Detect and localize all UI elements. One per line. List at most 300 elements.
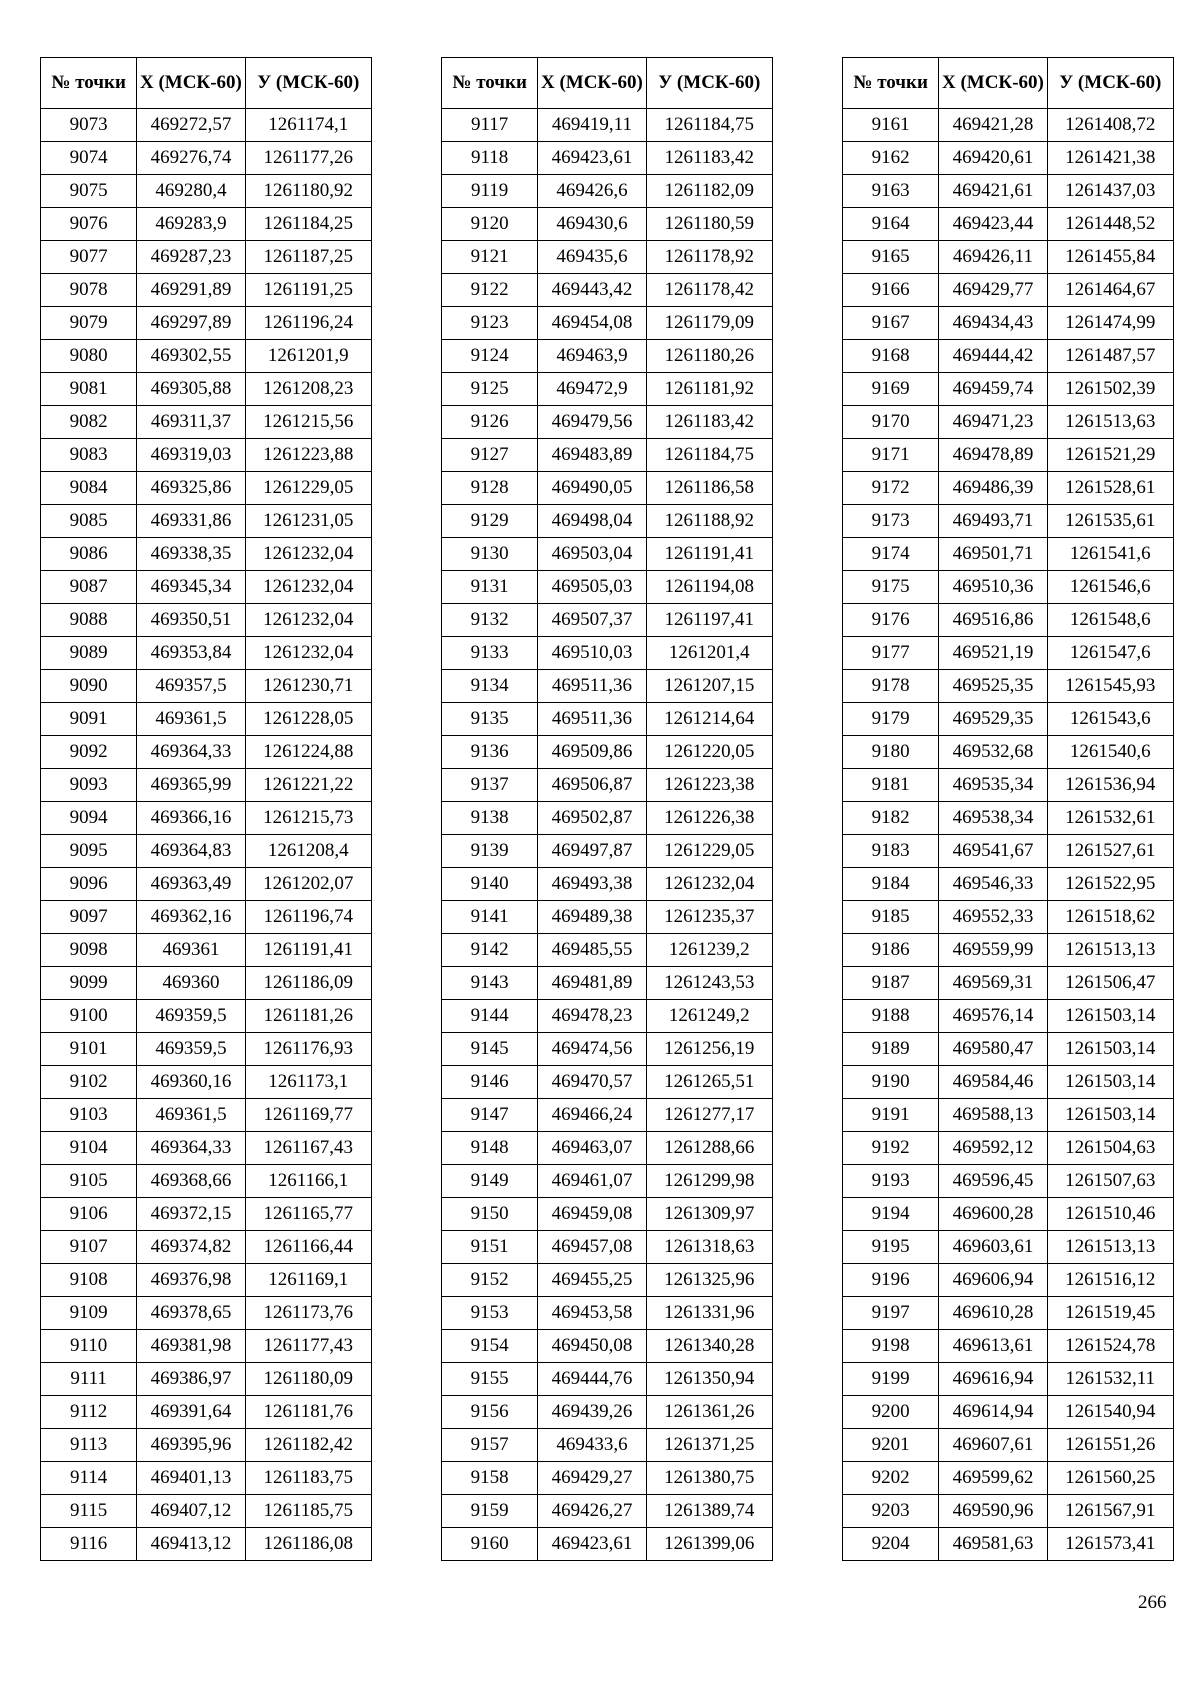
table-row (843, 1033, 1174, 1066)
cell-x-coordinate: 469376,98 (137, 1264, 245, 1297)
table-row (41, 1429, 372, 1462)
cell-point-number: 9100 (41, 1000, 137, 1033)
table-header-row (41, 58, 372, 109)
cell-x-coordinate: 469430,6 (538, 208, 646, 241)
table-row (442, 637, 773, 670)
cell-x-coordinate: 469521,19 (939, 637, 1047, 670)
cell-x-coordinate: 469463,07 (538, 1132, 646, 1165)
table-row (442, 1462, 773, 1495)
table-row (843, 1165, 1174, 1198)
cell-y-coordinate: 1261184,75 (646, 439, 772, 472)
cell-point-number: 9189 (843, 1033, 939, 1066)
cell-x-coordinate: 469493,71 (939, 505, 1047, 538)
cell-y-coordinate: 1261503,14 (1047, 1066, 1173, 1099)
table-row (41, 901, 372, 934)
cell-y-coordinate: 1261180,09 (245, 1363, 371, 1396)
cell-x-coordinate: 469552,33 (939, 901, 1047, 934)
table-row (442, 703, 773, 736)
cell-point-number: 9119 (442, 175, 538, 208)
table-row (843, 703, 1174, 736)
cell-y-coordinate: 1261518,62 (1047, 901, 1173, 934)
cell-point-number: 9115 (41, 1495, 137, 1528)
table-row (41, 1066, 372, 1099)
cell-x-coordinate: 469486,39 (939, 472, 1047, 505)
cell-x-coordinate: 469363,49 (137, 868, 245, 901)
cell-y-coordinate: 1261187,25 (245, 241, 371, 274)
cell-y-coordinate: 1261207,15 (646, 670, 772, 703)
cell-point-number: 9143 (442, 967, 538, 1000)
cell-y-coordinate: 1261331,96 (646, 1297, 772, 1330)
table-row (41, 571, 372, 604)
table-body (442, 109, 773, 1561)
cell-point-number: 9105 (41, 1165, 137, 1198)
cell-y-coordinate: 1261169,1 (245, 1264, 371, 1297)
cell-y-coordinate: 1261201,9 (245, 340, 371, 373)
cell-y-coordinate: 1261543,6 (1047, 703, 1173, 736)
table-row (843, 571, 1174, 604)
cell-x-coordinate: 469378,65 (137, 1297, 245, 1330)
cell-x-coordinate: 469616,94 (939, 1363, 1047, 1396)
cell-x-coordinate: 469455,25 (538, 1264, 646, 1297)
cell-x-coordinate: 469374,82 (137, 1231, 245, 1264)
cell-y-coordinate: 1261185,75 (245, 1495, 371, 1528)
cell-x-coordinate: 469506,87 (538, 769, 646, 802)
cell-y-coordinate: 1261220,05 (646, 736, 772, 769)
table-row (41, 703, 372, 736)
cell-y-coordinate: 1261178,42 (646, 274, 772, 307)
cell-point-number: 9076 (41, 208, 137, 241)
table-row (41, 1264, 372, 1297)
table-row (41, 1495, 372, 1528)
cell-y-coordinate: 1261503,14 (1047, 1099, 1173, 1132)
table-row (41, 1000, 372, 1033)
cell-y-coordinate: 1261288,66 (646, 1132, 772, 1165)
cell-x-coordinate: 469357,5 (137, 670, 245, 703)
cell-y-coordinate: 1261535,61 (1047, 505, 1173, 538)
cell-y-coordinate: 1261239,2 (646, 934, 772, 967)
header-y-coordinate: У (МСК-60) (245, 58, 371, 109)
cell-y-coordinate: 1261408,72 (1047, 109, 1173, 142)
cell-x-coordinate: 469368,66 (137, 1165, 245, 1198)
cell-y-coordinate: 1261183,42 (646, 406, 772, 439)
cell-point-number: 9146 (442, 1066, 538, 1099)
page-number: 266 (1138, 1592, 1167, 1613)
cell-y-coordinate: 1261232,04 (245, 538, 371, 571)
header-y-coordinate: У (МСК-60) (1047, 58, 1173, 109)
cell-point-number: 9150 (442, 1198, 538, 1231)
cell-y-coordinate: 1261232,04 (646, 868, 772, 901)
cell-point-number: 9136 (442, 736, 538, 769)
cell-x-coordinate: 469439,26 (538, 1396, 646, 1429)
cell-y-coordinate: 1261507,63 (1047, 1165, 1173, 1198)
cell-x-coordinate: 469481,89 (538, 967, 646, 1000)
cell-point-number: 9130 (442, 538, 538, 571)
table-row (442, 538, 773, 571)
cell-x-coordinate: 469287,23 (137, 241, 245, 274)
table-row (41, 1528, 372, 1561)
cell-point-number: 9081 (41, 373, 137, 406)
cell-point-number: 9173 (843, 505, 939, 538)
table-row (843, 1231, 1174, 1264)
table-row (843, 307, 1174, 340)
table-row (41, 307, 372, 340)
cell-y-coordinate: 1261540,6 (1047, 736, 1173, 769)
cell-point-number: 9111 (41, 1363, 137, 1396)
cell-point-number: 9075 (41, 175, 137, 208)
table-row (843, 1396, 1174, 1429)
cell-x-coordinate: 469426,6 (538, 175, 646, 208)
cell-x-coordinate: 469280,4 (137, 175, 245, 208)
cell-y-coordinate: 1261221,22 (245, 769, 371, 802)
cell-y-coordinate: 1261516,12 (1047, 1264, 1173, 1297)
table-row (843, 835, 1174, 868)
cell-x-coordinate: 469361 (137, 934, 245, 967)
cell-y-coordinate: 1261169,77 (245, 1099, 371, 1132)
cell-point-number: 9193 (843, 1165, 939, 1198)
cell-point-number: 9160 (442, 1528, 538, 1561)
cell-y-coordinate: 1261573,41 (1047, 1528, 1173, 1561)
cell-y-coordinate: 1261181,92 (646, 373, 772, 406)
header-x-coordinate: X (МСК-60) (939, 58, 1047, 109)
cell-x-coordinate: 469423,61 (538, 1528, 646, 1561)
table-row (442, 208, 773, 241)
cell-x-coordinate: 469588,13 (939, 1099, 1047, 1132)
table-row (41, 1165, 372, 1198)
cell-x-coordinate: 469485,55 (538, 934, 646, 967)
table-row (442, 670, 773, 703)
table-row (843, 637, 1174, 670)
cell-y-coordinate: 1261179,09 (646, 307, 772, 340)
table-row (442, 373, 773, 406)
cell-point-number: 9199 (843, 1363, 939, 1396)
table-row (41, 208, 372, 241)
cell-y-coordinate: 1261186,08 (245, 1528, 371, 1561)
cell-x-coordinate: 469272,57 (137, 109, 245, 142)
cell-y-coordinate: 1261399,06 (646, 1528, 772, 1561)
cell-point-number: 9196 (843, 1264, 939, 1297)
table-row (41, 1396, 372, 1429)
cell-y-coordinate: 1261208,23 (245, 373, 371, 406)
cell-y-coordinate: 1261226,38 (646, 802, 772, 835)
table-body (41, 109, 372, 1561)
table-row (843, 340, 1174, 373)
table-row (442, 1000, 773, 1033)
cell-point-number: 9179 (843, 703, 939, 736)
table-row (41, 241, 372, 274)
cell-x-coordinate: 469502,87 (538, 802, 646, 835)
cell-y-coordinate: 1261232,04 (245, 637, 371, 670)
table-row (41, 1231, 372, 1264)
cell-x-coordinate: 469511,36 (538, 703, 646, 736)
cell-x-coordinate: 469510,03 (538, 637, 646, 670)
cell-y-coordinate: 1261181,76 (245, 1396, 371, 1429)
cell-x-coordinate: 469359,5 (137, 1033, 245, 1066)
cell-x-coordinate: 469364,83 (137, 835, 245, 868)
cell-x-coordinate: 469507,37 (538, 604, 646, 637)
cell-point-number: 9159 (442, 1495, 538, 1528)
cell-point-number: 9162 (843, 142, 939, 175)
cell-x-coordinate: 469461,07 (538, 1165, 646, 1198)
table-row (843, 802, 1174, 835)
cell-y-coordinate: 1261421,38 (1047, 142, 1173, 175)
cell-point-number: 9177 (843, 637, 939, 670)
table-row (843, 1330, 1174, 1363)
cell-y-coordinate: 1261265,51 (646, 1066, 772, 1099)
cell-y-coordinate: 1261243,53 (646, 967, 772, 1000)
cell-point-number: 9161 (843, 109, 939, 142)
cell-point-number: 9123 (442, 307, 538, 340)
cell-y-coordinate: 1261215,56 (245, 406, 371, 439)
header-point-number: № точки (442, 58, 538, 109)
cell-y-coordinate: 1261177,26 (245, 142, 371, 175)
cell-point-number: 9139 (442, 835, 538, 868)
table-row (843, 274, 1174, 307)
cell-point-number: 9104 (41, 1132, 137, 1165)
cell-point-number: 9141 (442, 901, 538, 934)
header-point-number: № точки (41, 58, 137, 109)
cell-point-number: 9117 (442, 109, 538, 142)
cell-y-coordinate: 1261180,26 (646, 340, 772, 373)
cell-y-coordinate: 1261540,94 (1047, 1396, 1173, 1429)
cell-x-coordinate: 469435,6 (538, 241, 646, 274)
cell-x-coordinate: 469372,15 (137, 1198, 245, 1231)
cell-y-coordinate: 1261176,93 (245, 1033, 371, 1066)
cell-point-number: 9082 (41, 406, 137, 439)
cell-point-number: 9125 (442, 373, 538, 406)
cell-y-coordinate: 1261545,93 (1047, 670, 1173, 703)
cell-x-coordinate: 469466,24 (538, 1099, 646, 1132)
table-row (843, 109, 1174, 142)
cell-x-coordinate: 469364,33 (137, 1132, 245, 1165)
table-row (442, 1363, 773, 1396)
table-row (843, 769, 1174, 802)
cell-y-coordinate: 1261503,14 (1047, 1033, 1173, 1066)
cell-point-number: 9176 (843, 604, 939, 637)
table-row (843, 934, 1174, 967)
cell-x-coordinate: 469423,44 (939, 208, 1047, 241)
cell-y-coordinate: 1261202,07 (245, 868, 371, 901)
table-row (442, 1297, 773, 1330)
cell-point-number: 9183 (843, 835, 939, 868)
table-row (442, 340, 773, 373)
cell-point-number: 9090 (41, 670, 137, 703)
cell-x-coordinate: 469421,28 (939, 109, 1047, 142)
table-row (442, 571, 773, 604)
table-row (41, 1132, 372, 1165)
cell-y-coordinate: 1261173,1 (245, 1066, 371, 1099)
table-row (442, 1330, 773, 1363)
cell-point-number: 9163 (843, 175, 939, 208)
cell-x-coordinate: 469546,33 (939, 868, 1047, 901)
cell-point-number: 9187 (843, 967, 939, 1000)
table-row (41, 1297, 372, 1330)
cell-y-coordinate: 1261228,05 (245, 703, 371, 736)
cell-point-number: 9200 (843, 1396, 939, 1429)
cell-y-coordinate: 1261361,26 (646, 1396, 772, 1429)
cell-x-coordinate: 469350,51 (137, 604, 245, 637)
cell-x-coordinate: 469474,56 (538, 1033, 646, 1066)
table-row (843, 1462, 1174, 1495)
cell-point-number: 9103 (41, 1099, 137, 1132)
cell-y-coordinate: 1261181,26 (245, 1000, 371, 1033)
cell-x-coordinate: 469490,05 (538, 472, 646, 505)
cell-x-coordinate: 469311,37 (137, 406, 245, 439)
cell-y-coordinate: 1261196,24 (245, 307, 371, 340)
table-row (442, 505, 773, 538)
table-row (442, 109, 773, 142)
cell-y-coordinate: 1261196,74 (245, 901, 371, 934)
header-x-coordinate: X (МСК-60) (137, 58, 245, 109)
cell-point-number: 9166 (843, 274, 939, 307)
cell-x-coordinate: 469453,58 (538, 1297, 646, 1330)
table-row (843, 967, 1174, 1000)
table-row (41, 1099, 372, 1132)
table-row (442, 1264, 773, 1297)
cell-point-number: 9195 (843, 1231, 939, 1264)
cell-point-number: 9191 (843, 1099, 939, 1132)
table-row (41, 670, 372, 703)
cell-y-coordinate: 1261231,05 (245, 505, 371, 538)
table-row (41, 109, 372, 142)
cell-y-coordinate: 1261527,61 (1047, 835, 1173, 868)
cell-y-coordinate: 1261522,95 (1047, 868, 1173, 901)
table-row (442, 241, 773, 274)
cell-x-coordinate: 469407,12 (137, 1495, 245, 1528)
cell-point-number: 9198 (843, 1330, 939, 1363)
table-row (442, 274, 773, 307)
cell-y-coordinate: 1261548,6 (1047, 604, 1173, 637)
cell-point-number: 9174 (843, 538, 939, 571)
cell-x-coordinate: 469444,76 (538, 1363, 646, 1396)
table-row (41, 505, 372, 538)
cell-point-number: 9109 (41, 1297, 137, 1330)
cell-y-coordinate: 1261197,41 (646, 604, 772, 637)
cell-y-coordinate: 1261232,04 (245, 571, 371, 604)
cell-y-coordinate: 1261455,84 (1047, 241, 1173, 274)
cell-point-number: 9084 (41, 472, 137, 505)
cell-point-number: 9144 (442, 1000, 538, 1033)
table-row (442, 1429, 773, 1462)
cell-point-number: 9126 (442, 406, 538, 439)
cell-x-coordinate: 469478,89 (939, 439, 1047, 472)
cell-point-number: 9129 (442, 505, 538, 538)
cell-point-number: 9197 (843, 1297, 939, 1330)
cell-y-coordinate: 1261506,47 (1047, 967, 1173, 1000)
cell-point-number: 9083 (41, 439, 137, 472)
cell-x-coordinate: 469391,64 (137, 1396, 245, 1429)
cell-y-coordinate: 1261318,63 (646, 1231, 772, 1264)
cell-x-coordinate: 469338,35 (137, 538, 245, 571)
cell-y-coordinate: 1261487,57 (1047, 340, 1173, 373)
cell-y-coordinate: 1261166,1 (245, 1165, 371, 1198)
table-row (442, 1528, 773, 1561)
cell-x-coordinate: 469325,86 (137, 472, 245, 505)
table-row (843, 868, 1174, 901)
cell-x-coordinate: 469596,45 (939, 1165, 1047, 1198)
cell-point-number: 9171 (843, 439, 939, 472)
cell-x-coordinate: 469305,88 (137, 373, 245, 406)
table-row (41, 1363, 372, 1396)
table-row (442, 901, 773, 934)
cell-y-coordinate: 1261277,17 (646, 1099, 772, 1132)
cell-y-coordinate: 1261389,74 (646, 1495, 772, 1528)
cell-x-coordinate: 469603,61 (939, 1231, 1047, 1264)
cell-x-coordinate: 469361,5 (137, 703, 245, 736)
cell-y-coordinate: 1261177,43 (245, 1330, 371, 1363)
cell-x-coordinate: 469444,42 (939, 340, 1047, 373)
table-row (41, 175, 372, 208)
table-header-row (442, 58, 773, 109)
cell-y-coordinate: 1261551,26 (1047, 1429, 1173, 1462)
table-row (843, 1297, 1174, 1330)
cell-x-coordinate: 469493,38 (538, 868, 646, 901)
cell-x-coordinate: 469429,27 (538, 1462, 646, 1495)
cell-point-number: 9203 (843, 1495, 939, 1528)
cell-x-coordinate: 469505,03 (538, 571, 646, 604)
cell-x-coordinate: 469580,47 (939, 1033, 1047, 1066)
cell-y-coordinate: 1261184,25 (245, 208, 371, 241)
cell-y-coordinate: 1261510,46 (1047, 1198, 1173, 1231)
table-row (843, 1363, 1174, 1396)
coordinates-table-1 (40, 57, 372, 1561)
cell-point-number: 9134 (442, 670, 538, 703)
table-row (442, 868, 773, 901)
table-row (843, 1000, 1174, 1033)
cell-point-number: 9172 (843, 472, 939, 505)
cell-point-number: 9190 (843, 1066, 939, 1099)
table-body (843, 109, 1174, 1561)
coordinates-table-3 (842, 57, 1174, 1561)
cell-y-coordinate: 1261182,42 (245, 1429, 371, 1462)
table-row (41, 1462, 372, 1495)
cell-x-coordinate: 469535,34 (939, 769, 1047, 802)
table-row (41, 967, 372, 1000)
cell-point-number: 9128 (442, 472, 538, 505)
cell-point-number: 9096 (41, 868, 137, 901)
cell-point-number: 9184 (843, 868, 939, 901)
cell-point-number: 9073 (41, 109, 137, 142)
table-row (41, 637, 372, 670)
cell-x-coordinate: 469600,28 (939, 1198, 1047, 1231)
cell-x-coordinate: 469364,33 (137, 736, 245, 769)
table-row (41, 472, 372, 505)
cell-x-coordinate: 469584,46 (939, 1066, 1047, 1099)
cell-y-coordinate: 1261503,14 (1047, 1000, 1173, 1033)
cell-point-number: 9122 (442, 274, 538, 307)
cell-point-number: 9107 (41, 1231, 137, 1264)
table-row (843, 406, 1174, 439)
cell-y-coordinate: 1261546,6 (1047, 571, 1173, 604)
cell-point-number: 9175 (843, 571, 939, 604)
cell-x-coordinate: 469497,87 (538, 835, 646, 868)
cell-point-number: 9079 (41, 307, 137, 340)
cell-point-number: 9181 (843, 769, 939, 802)
cell-point-number: 9094 (41, 802, 137, 835)
table-row (843, 175, 1174, 208)
cell-y-coordinate: 1261513,13 (1047, 934, 1173, 967)
cell-point-number: 9077 (41, 241, 137, 274)
cell-point-number: 9194 (843, 1198, 939, 1231)
table-row (442, 736, 773, 769)
cell-x-coordinate: 469498,04 (538, 505, 646, 538)
cell-y-coordinate: 1261214,64 (646, 703, 772, 736)
table-row (442, 1066, 773, 1099)
cell-point-number: 9074 (41, 142, 137, 175)
table-row (442, 1198, 773, 1231)
cell-y-coordinate: 1261224,88 (245, 736, 371, 769)
cell-y-coordinate: 1261521,29 (1047, 439, 1173, 472)
cell-y-coordinate: 1261513,13 (1047, 1231, 1173, 1264)
